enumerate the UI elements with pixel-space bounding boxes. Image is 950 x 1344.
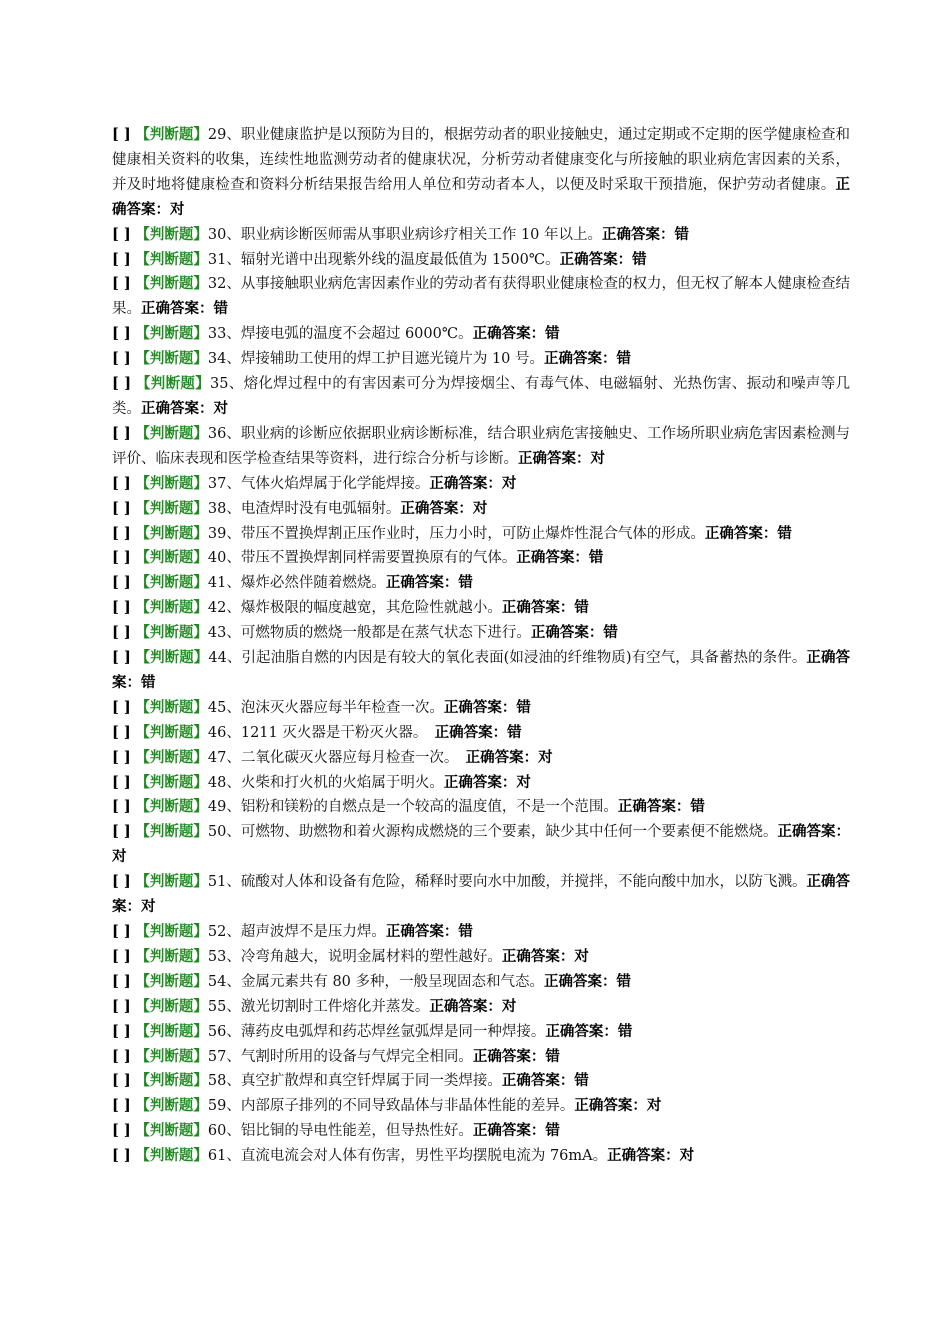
question-type-tag: 【判断题】: [135, 424, 208, 442]
answer-label: 正确答案：: [400, 499, 473, 517]
question-type-tag: 【判断题】: [135, 873, 208, 891]
question-number: 46: [207, 724, 227, 741]
question-text: 爆炸必然伴随着燃烧。: [240, 575, 386, 592]
question-number: 55: [207, 998, 227, 1015]
question-number: 47: [207, 749, 227, 766]
question-number: 30: [207, 226, 227, 243]
answer-bracket: [ ]: [112, 723, 131, 741]
answer-value: 错: [616, 972, 632, 990]
question-text: 熔化焊过程中的有害因素可分为焊接烟尘、有毒气体、电磁辐射、光热伤害、振动和噪声等几类。: [112, 376, 851, 417]
question-number: 36: [207, 425, 227, 442]
answer-label: 正确答案：: [385, 574, 459, 592]
question-item: [ ] 【判断题】59、内部原子排列的不同导致晶体与非晶体性能的差异。正确答案：对: [112, 1097, 662, 1115]
question-text: 职业病的诊断应依据职业病诊断标准，结合职业病危害接触史、工作场所职业病危害因素检测与评价、临床表现和医学检查结果等资料，进行综合分析与诊断。: [112, 425, 851, 467]
question-item: [ ] 【判断题】50、可燃物、助燃物和着火源构成燃烧的三个要素，缺少其中任何一个要素便不能燃烧。正确答案：对: [112, 823, 851, 866]
question-number: 29: [207, 127, 227, 143]
question-type-tag: 【判断题】: [135, 748, 208, 766]
question-text: 激光切割时工件熔化并蒸发。: [240, 998, 430, 1015]
answer-label: 正确答案：: [443, 773, 517, 791]
question-item: [ ] 【判断题】33、焊接电弧的温度不会超过 6000℃。正确答案：错: [112, 325, 560, 343]
question-type-tag: 【判断题】: [135, 275, 208, 293]
answer-label: 正确答案：: [141, 300, 214, 318]
answer-value: 对: [538, 748, 553, 766]
question-number: 45: [207, 699, 227, 716]
question-item: [ ] 【判断题】36、职业病的诊断应依据职业病诊断标准，结合职业病危害接触史、工作场所职业病危害因素检测与评价、临床表现和医学检查结果等资料，进行综合分析与诊断。正确答案：对: [112, 424, 851, 467]
answer-value: 对: [141, 898, 156, 916]
answer-value: 错: [617, 1022, 633, 1040]
answer-bracket: [ ]: [112, 798, 131, 816]
answer-label: 正确答案：: [472, 1047, 546, 1065]
question-type-tag: 【判断题】: [135, 474, 208, 492]
question-number: 35: [210, 376, 229, 393]
question-item: [ ] 【判断题】32、从事接触职业病危害因素作业的劳动者有获得职业健康检查的权力，但无权了解本人健康检查结果。正确答案：错: [112, 275, 851, 318]
answer-value: 错: [777, 524, 792, 542]
answer-bracket: [ ]: [112, 698, 131, 716]
question-text: 气割时所用的设备与气焊完全相同。: [240, 1048, 473, 1065]
answer-label: 正确答案：: [518, 449, 591, 467]
question-text: 爆炸极限的幅度越宽，其危险性就越小。: [240, 600, 502, 617]
question-text: 超声波焊不是压力焊。: [240, 924, 386, 940]
answer-label: 正确答案：: [607, 1147, 680, 1165]
question-text: 引起油脂自燃的内因是有较大的氧化表面(如浸油的纤维物质)有空气，具备蓄热的条件。: [241, 650, 807, 667]
answer-value: 对: [516, 773, 531, 791]
question-item: [ ] 【判断题】58、真空扩散焊和真空钎焊属于同一类焊接。正确答案：错: [112, 1072, 589, 1090]
answer-label: 正确答案：: [465, 748, 539, 766]
answer-label: 正确答案：: [617, 798, 691, 816]
question-type-tag: 【判断题】: [135, 1047, 208, 1065]
question-item: [ ] 【判断题】60、铝比铜的导电性能差，但导热性好。正确答案：错: [112, 1122, 560, 1140]
answer-bracket: [ ]: [112, 1022, 131, 1040]
question-number: 56: [207, 1023, 227, 1040]
question-type-tag: 【判断题】: [135, 624, 208, 642]
question-text: 内部原子排列的不同导致晶体与非晶体性能的差异。: [240, 1098, 575, 1115]
answer-label: 正确答案：: [501, 947, 575, 965]
question-item: [ ] 【判断题】37、气体火焰焊属于化学能焊接。正确答案：对: [112, 474, 517, 492]
question-text: 硫酸对人体和设备有危险，稀释时要向水中加酸，并搅拌，不能向酸中加水，以防飞溅。: [240, 874, 807, 891]
question-number: 42: [207, 600, 227, 617]
answer-bracket: [ ]: [112, 350, 131, 368]
question-text: 火柴和打火机的火焰属于明火。: [240, 774, 444, 791]
question-item: [ ] 【判断题】41、爆炸必然伴随着燃烧。正确答案：错: [112, 574, 473, 592]
answer-value: 错: [458, 574, 473, 592]
question-type-tag: 【判断题】: [135, 972, 208, 990]
question-number: 59: [207, 1098, 227, 1115]
question-item: [ ] 【判断题】30、职业病诊断医师需从事职业病诊疗相关工作 10 年以上。正确答案：错: [112, 225, 690, 243]
answer-label: 正确答案：: [385, 923, 459, 940]
question-number: 61: [207, 1148, 227, 1165]
answer-bracket: [ ]: [112, 499, 131, 517]
answer-bracket: [ ]: [112, 250, 131, 268]
answer-label: 正确答案：: [443, 698, 517, 716]
answer-bracket: [ ]: [112, 649, 131, 667]
answer-bracket: [ ]: [112, 823, 131, 841]
question-type-tag: 【判断题】: [136, 375, 210, 393]
question-type-tag: 【判断题】: [135, 599, 208, 617]
question-text: 职业病诊断医师需从事职业病诊疗相关工作 10 年以上。: [240, 226, 603, 243]
answer-label: 正确答案：: [544, 972, 617, 990]
answer-value: 错: [507, 723, 522, 741]
question-text: 1211 灭火器是干粉灭火器。: [240, 724, 435, 741]
answer-value: 错: [545, 325, 560, 343]
question-text: 带压不置换焊割正压作业时，压力小时，可防止爆炸性混合气体的形成。: [240, 525, 705, 542]
question-item: [ ] 【判断题】43、可燃物质的燃烧一般都是在蒸气状态下进行。正确答案：错: [112, 624, 618, 642]
question-number: 40: [207, 550, 227, 567]
question-number: 52: [207, 924, 227, 940]
question-item: [ ] 【判断题】52、超声波焊不是压力焊。正确答案：错: [112, 923, 473, 940]
question-number: 39: [207, 525, 227, 542]
question-item: [ ] 【判断题】56、薄药皮电弧焊和药芯焊丝氩弧焊是同一种焊接。正确答案：错: [112, 1022, 633, 1040]
question-number: 51: [207, 874, 227, 891]
question-type-tag: 【判断题】: [135, 947, 208, 965]
answer-label: 正确答案：: [112, 175, 850, 218]
answer-label: 正确答案：: [112, 873, 851, 916]
question-text: 焊接电弧的温度不会超过 6000℃。: [240, 326, 473, 343]
question-item: [ ] 【判断题】57、气割时所用的设备与气焊完全相同。正确答案：错: [112, 1047, 560, 1065]
question-text: 直流电流会对人体有伤害，男性平均摆脱电流为 76mA。: [240, 1148, 608, 1165]
answer-value: 错: [690, 798, 705, 816]
question-text: 职业健康监护是以预防为目的，根据劳动者的职业接触史，通过定期或不定期的医学健康检查和健康相关资料的收集，连续性地监测劳动者的健康状况，分析劳动者健康变化与所接触的职业病危害因素的关系，并及时地将健康检查和资料分析结果报告给用人单位和劳动者本人，以便及时采取干预措施，保护劳动者健康。: [112, 127, 851, 193]
question-text: 二氧化碳灭火器应每月检查一次。: [240, 749, 466, 766]
answer-value: 错: [574, 1072, 589, 1090]
answer-value: 错: [141, 673, 156, 691]
answer-value: 对: [501, 474, 517, 492]
question-type-tag: 【判断题】: [135, 649, 209, 667]
question-number: 38: [207, 500, 227, 517]
question-type-tag: 【判断题】: [135, 1097, 208, 1115]
question-type-tag: 【判断题】: [135, 549, 208, 567]
answer-label: 正确答案：: [516, 549, 589, 567]
answer-bracket: [ ]: [112, 225, 131, 243]
question-type-tag: 【判断题】: [135, 126, 208, 143]
answer-label: 正确答案：: [429, 474, 502, 492]
answer-bracket: [ ]: [112, 1072, 131, 1090]
question-type-tag: 【判断题】: [135, 325, 208, 343]
question-text: 金属元素共有 80 多种，一般呈现固态和气态。: [240, 973, 545, 990]
question-item: [ ] 【判断题】31、辐射光谱中出现紫外线的温度最低值为 1500℃。正确答案：错: [112, 250, 647, 268]
question-item: [ ] 【判断题】44、引起油脂自燃的内因是有较大的氧化表面(如浸油的纤维物质)有空气，具备蓄热的条件。正确答案：错: [112, 649, 851, 691]
question-type-tag: 【判断题】: [135, 723, 208, 741]
question-text: 气体火焰焊属于化学能焊接。: [240, 475, 430, 492]
answer-bracket: [ ]: [112, 424, 131, 442]
answer-value: 错: [588, 549, 604, 567]
question-text: 可燃物、助燃物和着火源构成燃烧的三个要素，缺少其中任何一个要素便不能燃烧。: [240, 824, 778, 841]
question-item: [ ] 【判断题】48、火柴和打火机的火焰属于明火。正确答案：对: [112, 773, 531, 791]
answer-bracket: [ ]: [112, 873, 131, 891]
question-item: [ ] 【判断题】49、铝粉和镁粉的自燃点是一个较高的温度值，不是一个范围。正确答案：错: [112, 798, 705, 816]
answer-value: 错: [603, 624, 618, 642]
answer-value: 对: [574, 947, 589, 965]
answer-value: 错: [545, 1122, 560, 1140]
question-type-tag: 【判断题】: [135, 225, 208, 243]
question-item: [ ] 【判断题】53、冷弯角越大，说明金属材料的塑性越好。正确答案：对: [112, 947, 589, 965]
question-text: 真空扩散焊和真空钎焊属于同一类焊接。: [240, 1073, 502, 1090]
question-number: 50: [207, 824, 227, 841]
question-number: 33: [207, 326, 227, 343]
question-text: 铝粉和镁粉的自燃点是一个较高的温度值，不是一个范围。: [240, 799, 618, 816]
question-item: [ ] 【判断题】38、电渣焊时没有电弧辐射。正确答案：对: [112, 499, 488, 517]
answer-value: 对: [590, 449, 605, 467]
answer-label: 正确答案：: [112, 649, 851, 691]
answer-value: 对: [679, 1147, 695, 1165]
question-item: [ ] 【判断题】42、爆炸极限的幅度越宽，其危险性就越小。正确答案：错: [112, 599, 589, 617]
question-number: 53: [207, 948, 227, 965]
question-text: 电渣焊时没有电弧辐射。: [240, 500, 401, 517]
answer-bracket: [ ]: [112, 524, 131, 542]
answer-label: 正确答案：: [777, 823, 851, 841]
question-item: [ ] 【判断题】55、激光切割时工件熔化并蒸发。正确答案：对: [112, 997, 517, 1015]
question-number: 58: [207, 1073, 227, 1090]
question-number: 34: [207, 351, 227, 368]
question-type-tag: 【判断题】: [135, 798, 208, 816]
answer-bracket: [ ]: [112, 1097, 131, 1115]
question-item: [ ] 【判断题】39、带压不置换焊割正压作业时，压力小时，可防止爆炸性混合气体的形成。正确答案：错: [112, 524, 792, 542]
question-text: 辐射光谱中出现紫外线的温度最低值为 1500℃。: [240, 251, 560, 268]
answer-value: 对: [501, 997, 517, 1015]
answer-value: 错: [574, 599, 589, 617]
question-text: 带压不置换焊割同样需要置换原有的气体。: [240, 550, 517, 567]
question-type-tag: 【判断题】: [135, 923, 208, 940]
answer-bracket: [ ]: [112, 1147, 131, 1165]
question-number: 48: [207, 774, 227, 791]
question-number: 44: [208, 650, 227, 667]
answer-bracket: [ ]: [112, 748, 131, 766]
question-number: 31: [207, 251, 227, 268]
question-type-tag: 【判断题】: [135, 250, 208, 268]
answer-value: 错: [545, 1047, 560, 1065]
answer-label: 正确答案：: [704, 524, 778, 542]
question-text: 泡沫灭火器应每半年检查一次。: [240, 699, 444, 716]
question-number: 60: [207, 1123, 227, 1140]
question-item: [ ] 【判断题】54、金属元素共有 80 多种，一般呈现固态和气态。正确答案：错: [112, 972, 632, 990]
question-type-tag: 【判断题】: [135, 823, 208, 841]
question-text: 铝比铜的导电性能差，但导热性好。: [240, 1123, 473, 1140]
answer-value: 错: [516, 698, 531, 716]
question-type-tag: 【判断题】: [135, 499, 208, 517]
question-text: 冷弯角越大，说明金属材料的塑性越好。: [240, 948, 502, 965]
answer-label: 正确答案：: [544, 350, 617, 368]
question-item: [ ] 【判断题】34、焊接辅助工使用的焊工护目遮光镜片为 10 号。正确答案：错: [112, 350, 632, 368]
question-list: [112, 123, 850, 1169]
answer-value: 错: [674, 225, 690, 243]
question-type-tag: 【判断题】: [135, 524, 208, 542]
answer-label: 正确答案：: [545, 1022, 618, 1040]
answer-value: 对: [112, 848, 127, 866]
answer-label: 正确答案：: [501, 599, 575, 617]
question-number: 57: [207, 1048, 227, 1065]
answer-bracket: [ ]: [112, 375, 132, 393]
answer-label: 正确答案：: [501, 1072, 575, 1090]
answer-bracket: [ ]: [112, 947, 131, 965]
question-number: 43: [207, 625, 227, 642]
answer-value: 错: [213, 300, 228, 318]
question-text: 从事接触职业病危害因素作业的劳动者有获得职业健康检查的权力，但无权了解本人健康检查结果。: [112, 276, 851, 318]
answer-label: 正确答案：: [472, 325, 546, 343]
answer-value: 对: [170, 200, 185, 218]
answer-bracket: [ ]: [112, 549, 131, 567]
question-number: 41: [207, 575, 227, 592]
answer-bracket: [ ]: [112, 574, 131, 592]
question-item: [ ] 【判断题】40、带压不置换焊割同样需要置换原有的气体。正确答案：错: [112, 549, 604, 567]
question-type-tag: 【判断题】: [135, 773, 208, 791]
answer-value: 错: [458, 923, 473, 940]
answer-bracket: [ ]: [112, 599, 131, 617]
question-item: [ ] 【判断题】35、熔化焊过程中的有害因素可分为焊接烟尘、有毒气体、电磁辐射、光热伤害、振动和噪声等几类。正确答案：对: [112, 375, 851, 417]
answer-bracket: [ ]: [112, 773, 131, 791]
answer-bracket: [ ]: [112, 1122, 131, 1140]
question-type-tag: 【判断题】: [135, 997, 208, 1015]
answer-bracket: [ ]: [112, 275, 131, 293]
question-type-tag: 【判断题】: [135, 1122, 208, 1140]
question-number: 37: [207, 475, 227, 492]
answer-bracket: [ ]: [112, 923, 131, 940]
question-item: [ ] 【判断题】29、职业健康监护是以预防为目的，根据劳动者的职业接触史，通过定期或不定期的医学健康检查和健康相关资料的收集，连续性地监测劳动者的健康状况，分析劳动者健康变化与所接触的职业病危害因素的关系，并及时地将健康检查和资料分析结果报告给用人单位和劳动者本人，以便及时采取干预措施，保护劳动者健康。正确答案：对: [112, 126, 851, 218]
answer-label: 正确答案：: [434, 723, 508, 741]
question-type-tag: 【判断题】: [135, 350, 208, 368]
answer-value: 错: [632, 250, 647, 268]
answer-value: 对: [472, 499, 488, 517]
question-text: 可燃物质的燃烧一般都是在蒸气状态下进行。: [240, 625, 531, 642]
question-item: [ ] 【判断题】45、泡沫灭火器应每半年检查一次。正确答案：错: [112, 698, 531, 716]
answer-value: 错: [616, 350, 632, 368]
question-type-tag: 【判断题】: [135, 1147, 208, 1165]
question-text: 焊接辅助工使用的焊工护目遮光镜片为 10 号。: [240, 351, 545, 368]
question-type-tag: 【判断题】: [135, 1072, 208, 1090]
answer-label: 正确答案：: [602, 225, 675, 243]
question-number: 32: [207, 276, 227, 293]
answer-label: 正确答案：: [429, 997, 502, 1015]
answer-label: 正确答案：: [559, 250, 633, 268]
question-type-tag: 【判断题】: [135, 698, 208, 716]
answer-bracket: [ ]: [112, 126, 131, 143]
answer-bracket: [ ]: [112, 972, 131, 990]
answer-bracket: [ ]: [112, 624, 131, 642]
answer-bracket: [ ]: [112, 1047, 131, 1065]
question-type-tag: 【判断题】: [135, 574, 208, 592]
question-item: [ ] 【判断题】46、1211 灭火器是干粉灭火器。 正确答案：错: [112, 723, 522, 741]
answer-bracket: [ ]: [112, 474, 131, 492]
answer-bracket: [ ]: [112, 997, 131, 1015]
answer-label: 正确答案：: [141, 399, 214, 417]
answer-bracket: [ ]: [112, 325, 131, 343]
question-item: [ ] 【判断题】47、二氧化碳灭火器应每月检查一次。 正确答案：对: [112, 748, 553, 766]
question-item: [ ] 【判断题】51、硫酸对人体和设备有危险，稀释时要向水中加酸，并搅拌，不能向酸中加水，以防飞溅。正确答案：对: [112, 873, 851, 916]
question-type-tag: 【判断题】: [135, 1022, 208, 1040]
answer-label: 正确答案：: [530, 624, 604, 642]
question-number: 54: [207, 973, 227, 990]
answer-label: 正确答案：: [472, 1122, 546, 1140]
answer-value: 对: [646, 1097, 662, 1115]
question-item: [ ] 【判断题】61、直流电流会对人体有伤害，男性平均摆脱电流为 76mA。正确答案：对: [112, 1147, 695, 1165]
question-number: 49: [207, 799, 227, 816]
question-text: 薄药皮电弧焊和药芯焊丝氩弧焊是同一种焊接。: [240, 1023, 546, 1040]
answer-value: 对: [213, 399, 228, 417]
answer-label: 正确答案：: [574, 1097, 647, 1115]
